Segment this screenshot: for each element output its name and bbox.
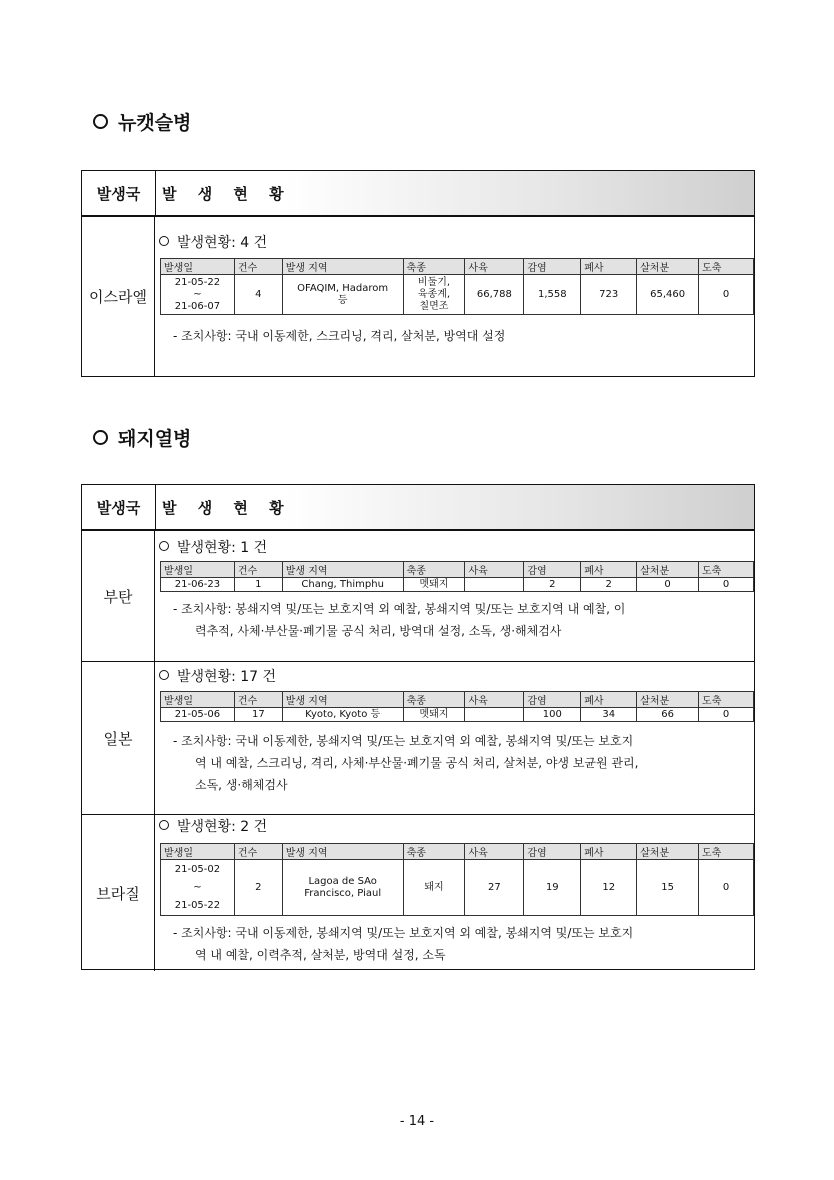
table-row [161, 860, 754, 916]
table-header-row [161, 692, 754, 708]
measures-line: 력추적, 사체·부산물·폐기물 공식 처리, 방역대 설정, 소독, 생·해체검사 [195, 624, 562, 638]
cell-infected: 100 [524, 708, 581, 722]
cell-dead: 2 [581, 578, 637, 592]
header-country: 발생국 [82, 171, 156, 215]
cell-raised [465, 578, 524, 592]
col-header: 발생 지역 [282, 259, 403, 275]
cell-slaughtered: 0 [699, 275, 754, 315]
cell-infected: 1,558 [524, 275, 581, 315]
measures-line: 역 내 예찰, 스크리닝, 격리, 사체·부산물·폐기물 공식 처리, 살처분, 야생 보균원 관리, [195, 756, 639, 770]
occurrence-line [159, 536, 754, 558]
circle-bullet-icon [93, 430, 108, 445]
cell-slaughtered: 0 [699, 708, 754, 722]
cell-dead: 723 [581, 275, 637, 315]
circle-bullet-icon [93, 114, 108, 129]
occurrence-data-table [160, 691, 754, 722]
col-header: 감염 [524, 844, 581, 860]
header-status: 발 생 현 황 [162, 498, 292, 517]
col-header: 사육 [465, 562, 524, 578]
cell-species: 멧돼지 [403, 578, 465, 592]
measures-line: - 조치사항: 국내 이동제한, 스크리닝, 격리, 살처분, 방역대 설정 [173, 329, 506, 343]
occurrence-text: 발생현황: 1 건 [177, 540, 268, 556]
col-header: 축종 [403, 844, 465, 860]
col-header: 살처분 [637, 562, 699, 578]
circle-bullet-icon [159, 236, 169, 246]
region-line: OFAQIM, Hadarom [297, 282, 389, 294]
occurrence-data-table [160, 258, 754, 315]
measures-line: - 조치사항: 봉쇄지역 및/또는 보호지역 외 예찰, 봉쇄지역 및/또는 보호지역 내 예찰, 이 [173, 602, 626, 616]
measures [159, 315, 754, 351]
col-header: 축종 [403, 259, 465, 275]
country-name: 브라질 [82, 815, 155, 971]
cell-count: 4 [234, 275, 282, 315]
col-header: 축종 [403, 562, 465, 578]
col-header: 건수 [234, 692, 282, 708]
newcastle-table [81, 170, 755, 377]
occurrence-line [159, 665, 754, 687]
col-header: 발생 지역 [282, 562, 403, 578]
region-line: 등 [337, 294, 348, 306]
cell-raised [465, 708, 524, 722]
cell-date [161, 860, 235, 916]
date-start: 21-05-02 [174, 863, 221, 875]
cell-slaughtered: 0 [699, 578, 754, 592]
date-end: 21-05-22 [174, 899, 221, 911]
date-tilde: ~ [193, 881, 202, 893]
measures-line: - 조치사항: 국내 이동제한, 봉쇄지역 및/또는 보호지역 외 예찰, 봉쇄지역 및/또는 보호지 [173, 926, 634, 940]
section-title-swine-fever [93, 424, 191, 451]
section-title-newcastle [93, 108, 191, 135]
cell-raised: 66,788 [465, 275, 524, 315]
measures [159, 916, 754, 970]
table-header-row [161, 562, 754, 578]
col-header: 사육 [465, 692, 524, 708]
cell-infected: 19 [524, 860, 581, 916]
table-row [161, 578, 754, 592]
table-header [82, 171, 754, 217]
cell-raised: 27 [465, 860, 524, 916]
table-row [161, 275, 754, 315]
col-header: 건수 [234, 259, 282, 275]
cell-count: 17 [234, 708, 282, 722]
section-title-text: 뉴캣슬병 [118, 112, 192, 134]
country-row-bhutan [82, 531, 754, 662]
cell-dead: 34 [581, 708, 637, 722]
measures [159, 592, 754, 646]
col-header: 폐사 [581, 259, 637, 275]
col-header: 도축 [699, 692, 754, 708]
measures-line: 역 내 예찰, 이력추적, 살처분, 방역대 설정, 소독 [195, 948, 446, 962]
cell-date [161, 275, 235, 315]
col-header: 폐사 [581, 692, 637, 708]
col-header: 발생일 [161, 844, 235, 860]
measures-line: 소독, 생·해체검사 [195, 778, 288, 792]
cell-count: 2 [234, 860, 282, 916]
table-header-row [161, 844, 754, 860]
col-header: 감염 [524, 259, 581, 275]
cell-culled: 0 [637, 578, 699, 592]
cell-slaughtered: 0 [699, 860, 754, 916]
swine-fever-table [81, 484, 755, 970]
country-name: 부탄 [82, 531, 155, 661]
col-header: 폐사 [581, 844, 637, 860]
measures [159, 722, 754, 800]
header-status: 발 생 현 황 [162, 184, 292, 203]
col-header: 살처분 [637, 692, 699, 708]
date-start: 21-05-22 [174, 276, 221, 288]
col-header: 발생일 [161, 692, 235, 708]
cell-species: 멧돼지 [403, 708, 465, 722]
country-row-brazil [82, 815, 754, 971]
cell-culled: 15 [637, 860, 699, 916]
measures-line: - 조치사항: 국내 이동제한, 봉쇄지역 및/또는 보호지역 외 예찰, 봉쇄지역 및/또는 보호지 [173, 734, 634, 748]
region-line: Francisco, Piaul [304, 887, 382, 899]
table-header-row [161, 259, 754, 275]
region-line: Lagoa de SAo [308, 875, 377, 887]
col-header: 건수 [234, 844, 282, 860]
cell-region [282, 275, 403, 315]
col-header: 사육 [465, 844, 524, 860]
country-row-japan [82, 662, 754, 815]
col-header: 폐사 [581, 562, 637, 578]
cell-region [282, 860, 403, 916]
circle-bullet-icon [159, 670, 169, 680]
cell-dead: 12 [581, 860, 637, 916]
cell-date: 21-06-23 [161, 578, 235, 592]
col-header: 발생일 [161, 259, 235, 275]
cell-region: Chang, Thimphu [282, 578, 403, 592]
cell-region: Kyoto, Kyoto 등 [282, 708, 403, 722]
country-name: 일본 [82, 662, 155, 814]
cell-infected: 2 [524, 578, 581, 592]
circle-bullet-icon [159, 541, 169, 551]
occurrence-text: 발생현황: 17 건 [177, 669, 277, 685]
cell-culled: 66 [637, 708, 699, 722]
col-header: 발생일 [161, 562, 235, 578]
col-header: 살처분 [637, 259, 699, 275]
occurrence-text: 발생현황: 4 건 [177, 235, 268, 251]
species-line: 칠면조 [419, 300, 449, 312]
cell-count: 1 [234, 578, 282, 592]
date-end: 21-06-07 [174, 300, 221, 312]
table-row [161, 708, 754, 722]
cell-species [403, 275, 465, 315]
col-header: 발생 지역 [282, 844, 403, 860]
section-title-text: 돼지열병 [118, 428, 192, 450]
circle-bullet-icon [159, 820, 169, 830]
col-header: 도축 [699, 562, 754, 578]
col-header: 도축 [699, 259, 754, 275]
occurrence-line [159, 815, 754, 837]
cell-species: 돼지 [403, 860, 465, 916]
country-row-israel [82, 217, 754, 376]
col-header: 축종 [403, 692, 465, 708]
col-header: 감염 [524, 692, 581, 708]
occurrence-data-table [160, 561, 754, 592]
page-number: - 14 - [399, 1114, 435, 1129]
table-header [82, 485, 754, 531]
col-header: 살처분 [637, 844, 699, 860]
country-name: 이스라엘 [82, 217, 155, 376]
col-header: 사육 [465, 259, 524, 275]
header-country: 발생국 [82, 485, 156, 529]
date-tilde: ~ [193, 288, 202, 300]
species-line: 육종계, [417, 288, 451, 300]
occurrence-line [159, 231, 754, 253]
col-header: 발생 지역 [282, 692, 403, 708]
col-header: 도축 [699, 844, 754, 860]
species-line: 비둘기, [417, 276, 451, 288]
cell-date: 21-05-06 [161, 708, 235, 722]
occurrence-text: 발생현황: 2 건 [177, 819, 268, 835]
col-header: 건수 [234, 562, 282, 578]
occurrence-data-table [160, 843, 754, 916]
cell-culled: 65,460 [637, 275, 699, 315]
col-header: 감염 [524, 562, 581, 578]
